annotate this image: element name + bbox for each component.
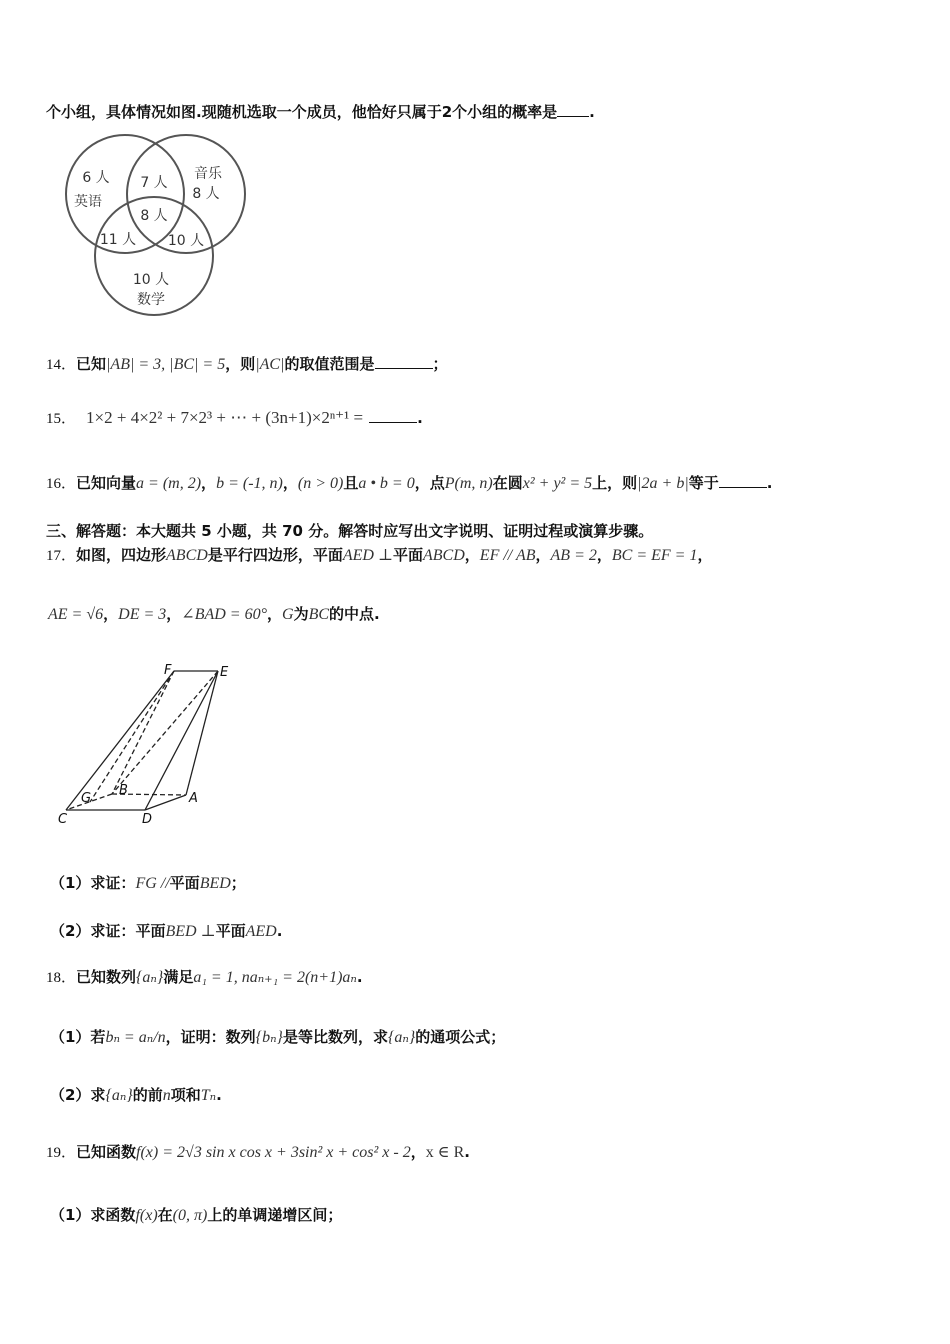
music-name: 音乐 — [194, 166, 222, 182]
point-b: B — [119, 783, 128, 798]
question-number: 18． — [46, 970, 77, 986]
math-expression: P(m, n) — [444, 475, 493, 492]
english-music-count: 7 人 — [140, 175, 168, 191]
question-number: 16． — [46, 476, 77, 492]
answer-blank — [557, 102, 589, 117]
question-17-line-2: AE = √6，DE = 3，∠BAD = 60°，G为BC的中点. — [48, 605, 380, 623]
math-name: 数学 — [137, 292, 165, 308]
math-expression: (n > 0) — [297, 475, 344, 492]
all-three-count: 8 人 — [140, 208, 168, 224]
question-19: 19．已知函数f(x) = 2√3 sin x cos x + 3sin² x + cos² x - 2，x ∈ R. — [46, 1143, 470, 1161]
question-number: 14． — [46, 357, 77, 373]
venn-diagram — [50, 132, 255, 322]
question-number: 17． — [46, 548, 77, 564]
math-expression: 1×2 + 4×2² + 7×2³ + ⋯ + (3n+1)×2ⁿ⁺¹ = — [86, 408, 364, 427]
math-expression: |2a + b| — [637, 475, 689, 492]
music-count: 8 人 — [192, 186, 220, 202]
point-c: C — [58, 812, 68, 827]
math-expression: x² + y² = 5 — [522, 475, 593, 492]
question-14: 14．已知|AB| = 3, |BC| = 5，则|AC|的取值范围是 ； — [46, 355, 448, 373]
question-19-part-1: （1）求函数f(x)在(0, π)上的单调递增区间； — [50, 1206, 343, 1224]
question-17-part-1: （1）求证：FG //平面BED； — [50, 874, 246, 892]
math-expression: |AC| — [255, 356, 285, 373]
answer-blank — [719, 473, 767, 488]
question-18-part-2: （2）求{aₙ}的前n项和Tₙ. — [50, 1086, 222, 1104]
question-18-part-1: （1）若bₙ = aₙ/n，证明：数列{bₙ}是等比数列，求{aₙ}的通项公式； — [50, 1028, 506, 1046]
english-math-count: 11 人 — [99, 232, 137, 248]
point-g: G — [81, 791, 92, 806]
question-16: 16．已知向量a = (m, 2)，b = (-1, n)，(n > 0)且a • b = 0，点P(m, n)在圆x² + y² = 5上，则|2a + b|等于 . — [46, 474, 773, 492]
answer-blank — [375, 354, 433, 369]
answer-blank — [369, 408, 417, 423]
section-3-heading: 三、解答题：本大题共 5 小题，共 70 分。解答时应写出文字说明、证明过程或演算步骤。 — [46, 522, 654, 540]
question-number: 19． — [46, 1145, 77, 1161]
point-e: E — [220, 665, 229, 680]
math-expression: a = (m, 2) — [136, 475, 202, 492]
point-a: A — [189, 791, 198, 806]
math-expression: |AB| = 3, |BC| = 5 — [106, 356, 226, 373]
question-17-part-2: （2）求证：平面BED ⊥平面AED. — [50, 922, 283, 940]
question-17: 17．如图，四边形ABCD是平行四边形，平面AED ⊥平面ABCD，EF // AB，AB = 2，BC = EF = 1， — [46, 546, 713, 564]
intro-text: 个小组，具体情况如图.现随机选取一个成员，他恰好只属于2个小组的概率是 — [46, 103, 558, 121]
geometry-figure — [50, 660, 250, 830]
intro-line: 个小组，具体情况如图.现随机选取一个成员，他恰好只属于2个小组的概率是 . — [46, 103, 595, 121]
question-number: 15． — [46, 411, 77, 427]
math-expression: b = (-1, n) — [216, 475, 283, 492]
english-name: 英语 — [74, 194, 102, 210]
point-d: D — [142, 812, 153, 827]
question-15: 15． 1×2 + 4×2² + 7×2³ + ⋯ + (3n+1)×2ⁿ⁺¹ = . — [46, 408, 423, 427]
music-math-count: 10 人 — [167, 233, 205, 249]
question-18: 18．已知数列{aₙ}满足a₁ = 1, naₙ₊₁ = 2(n+1)aₙ. — [46, 968, 363, 986]
math-count: 10 人 — [132, 272, 170, 288]
math-expression: a • b = 0 — [358, 475, 415, 492]
point-f: F — [164, 663, 172, 678]
english-count: 6 人 — [82, 170, 110, 186]
